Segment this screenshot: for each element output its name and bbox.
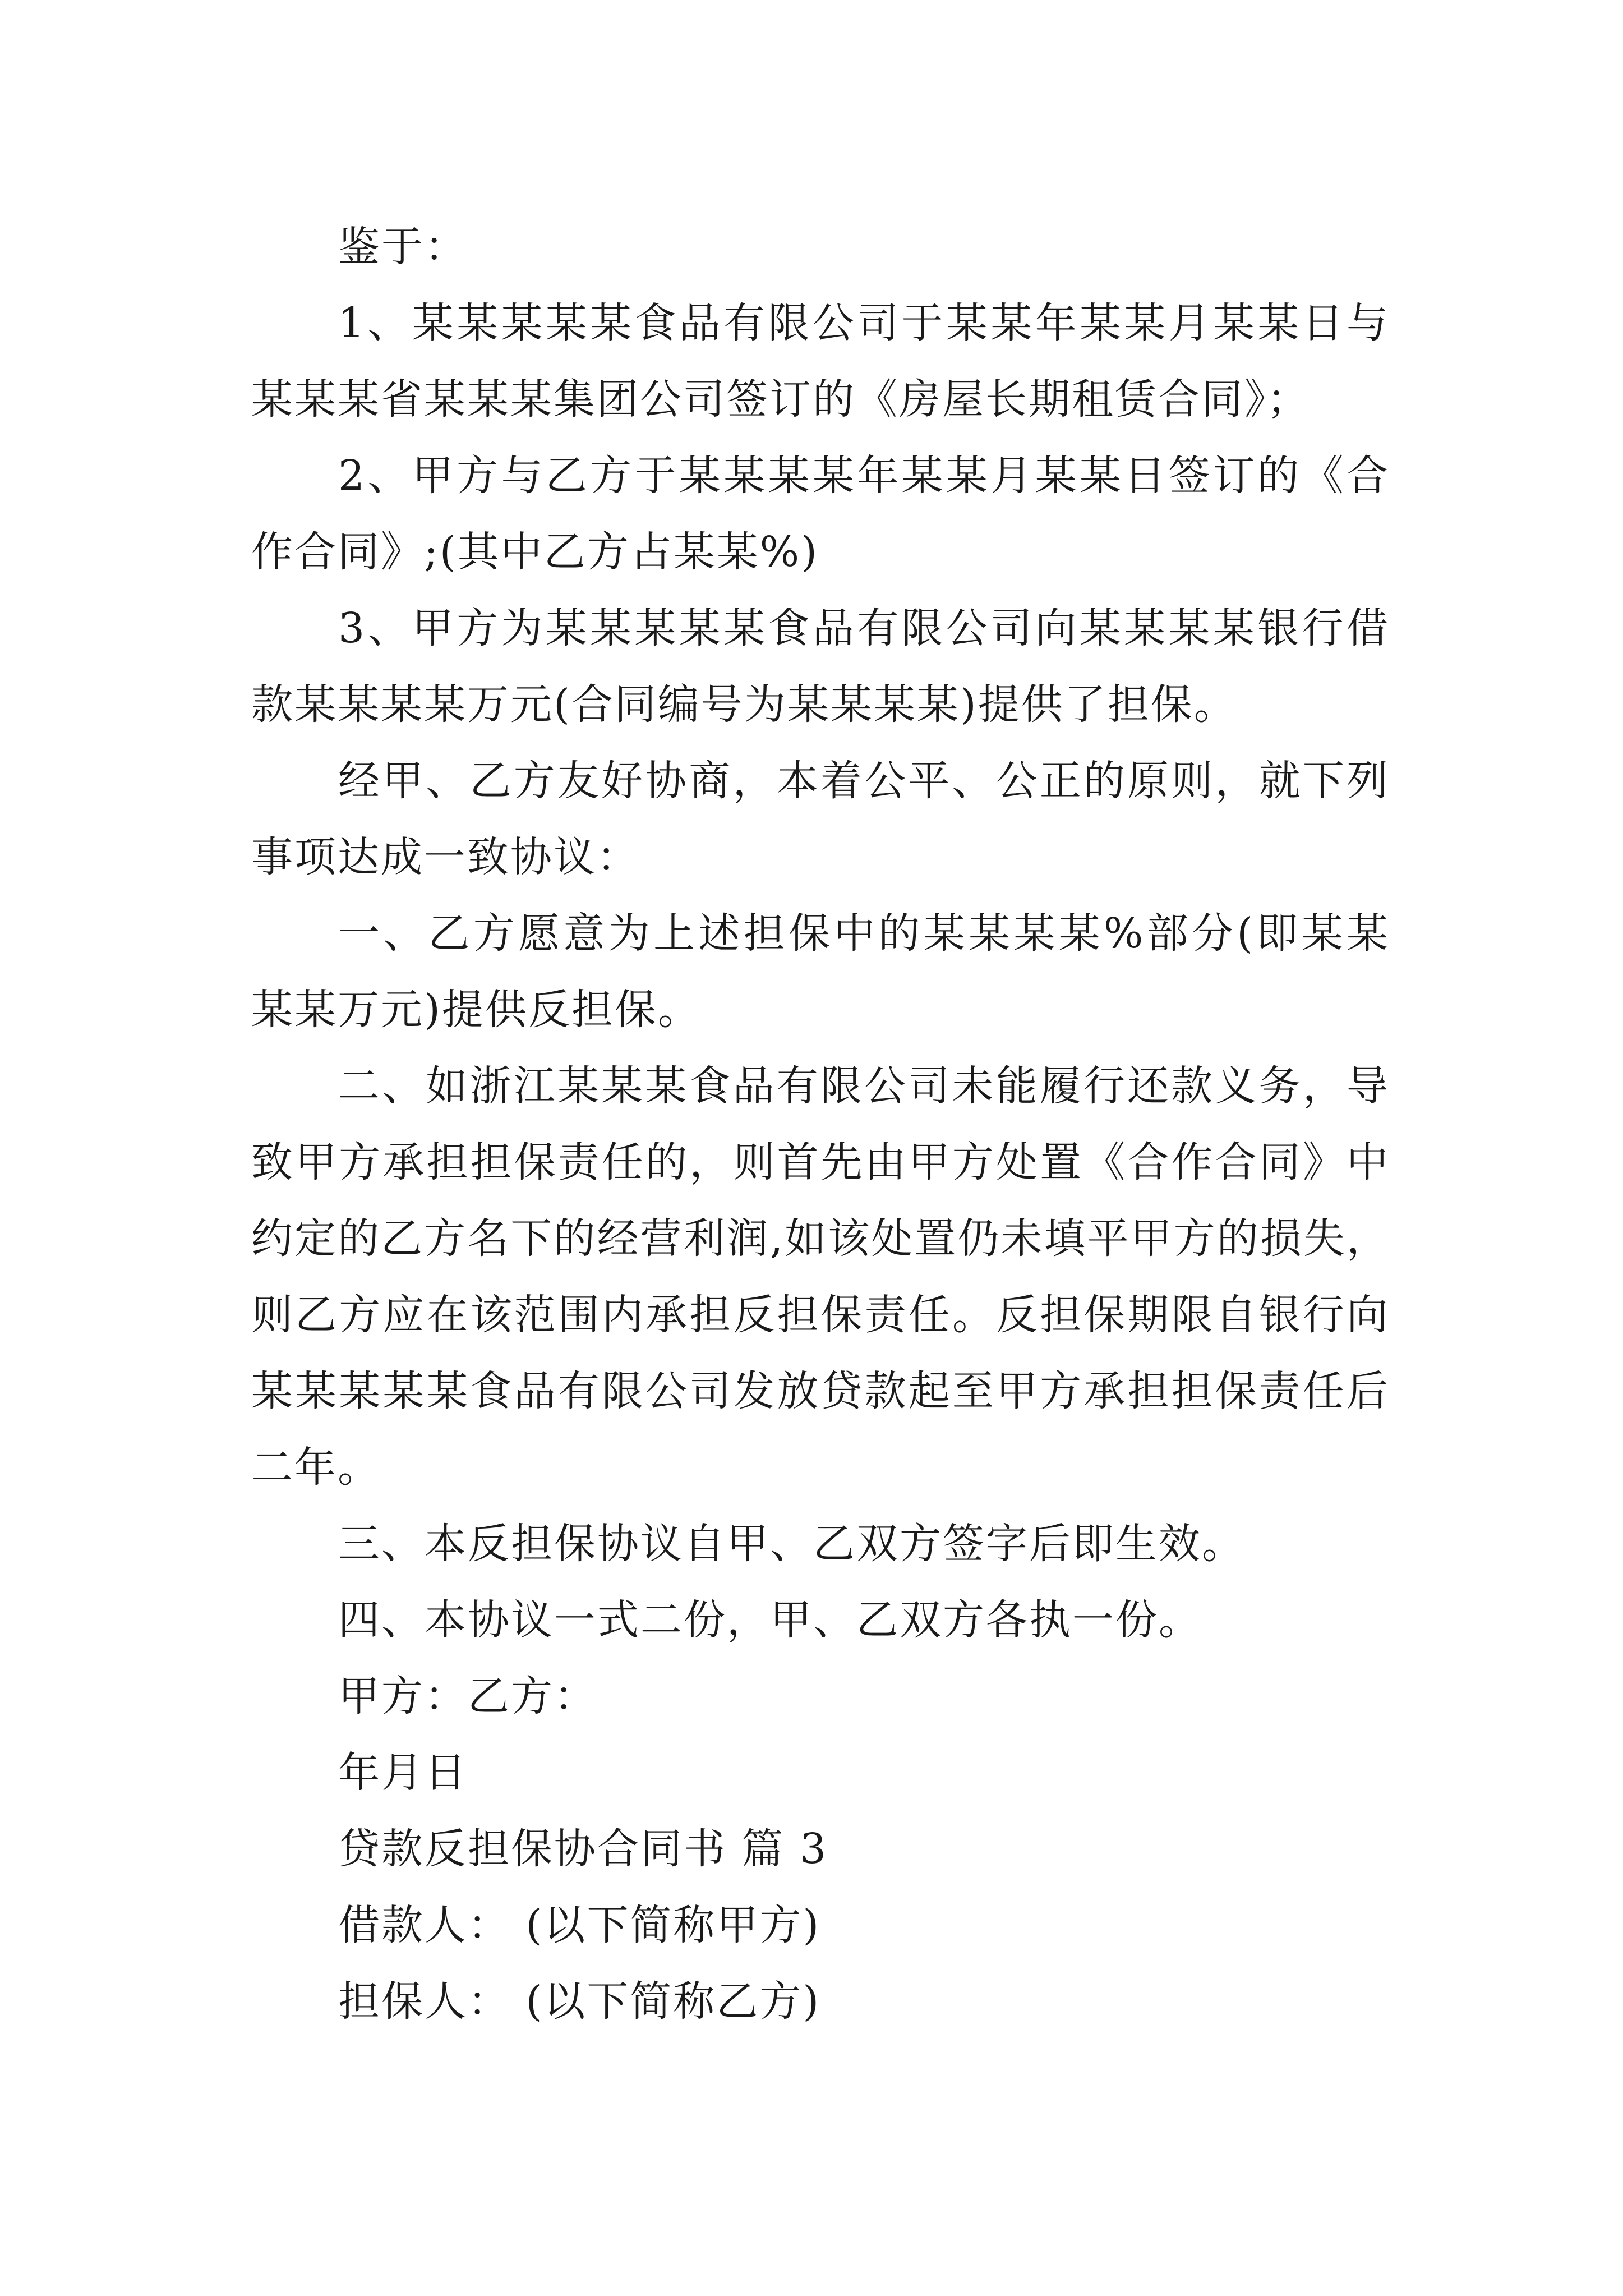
signature-parties: 甲方：乙方： — [338, 1672, 597, 1720]
guarantor-line: 担保人： (以下简称乙方) — [338, 1977, 821, 2026]
document-body — [251, 209, 1390, 2040]
recital-1: 1、某某某某某食品有限公司于某某年某某月某某日与某某某省某某某集团公司签订的《房屋长期租赁合同》； — [251, 299, 1390, 424]
recital-2: 2、甲方与乙方于某某某某年某某月某某日签订的《合作合同》;(其中乙方占某某%) — [251, 452, 1390, 576]
preamble-heading: 鉴于： — [338, 223, 468, 271]
clause-2: 二、如浙江某某某食品有限公司未能履行还款义务，导致甲方承担担保责任的，则首先由甲方处置《合作合同》中约定的乙方名下的经营利润,如该处置仍未填平甲方的损失，则乙方应在该范围内承担反担保责任。反担保期限自银行向某某某某某食品有限公司发放贷款起至甲方承担担保责任后二年。 — [251, 1062, 1390, 1492]
section-title: 贷款反担保协合同书 篇 3 — [338, 1825, 828, 1873]
clause-3: 三、本反担保协议自甲、乙双方签字后即生效。 — [338, 1520, 1245, 1568]
borrower-line: 借款人： (以下简称甲方) — [338, 1901, 821, 1949]
recital-3: 3、甲方为某某某某某食品有限公司向某某某某银行借款某某某某万元(合同编号为某某某某)提供了担保。 — [251, 604, 1390, 729]
agreement-intro: 经甲、乙方友好协商，本着公平、公正的原则，就下列事项达成一致协议： — [251, 757, 1390, 881]
signature-date: 年月日 — [338, 1749, 468, 1797]
clause-4: 四、本协议一式二份，甲、乙双方各执一份。 — [338, 1596, 1202, 1644]
clause-1: 一、乙方愿意为上述担保中的某某某某%部分(即某某某某万元)提供反担保。 — [251, 909, 1390, 1034]
